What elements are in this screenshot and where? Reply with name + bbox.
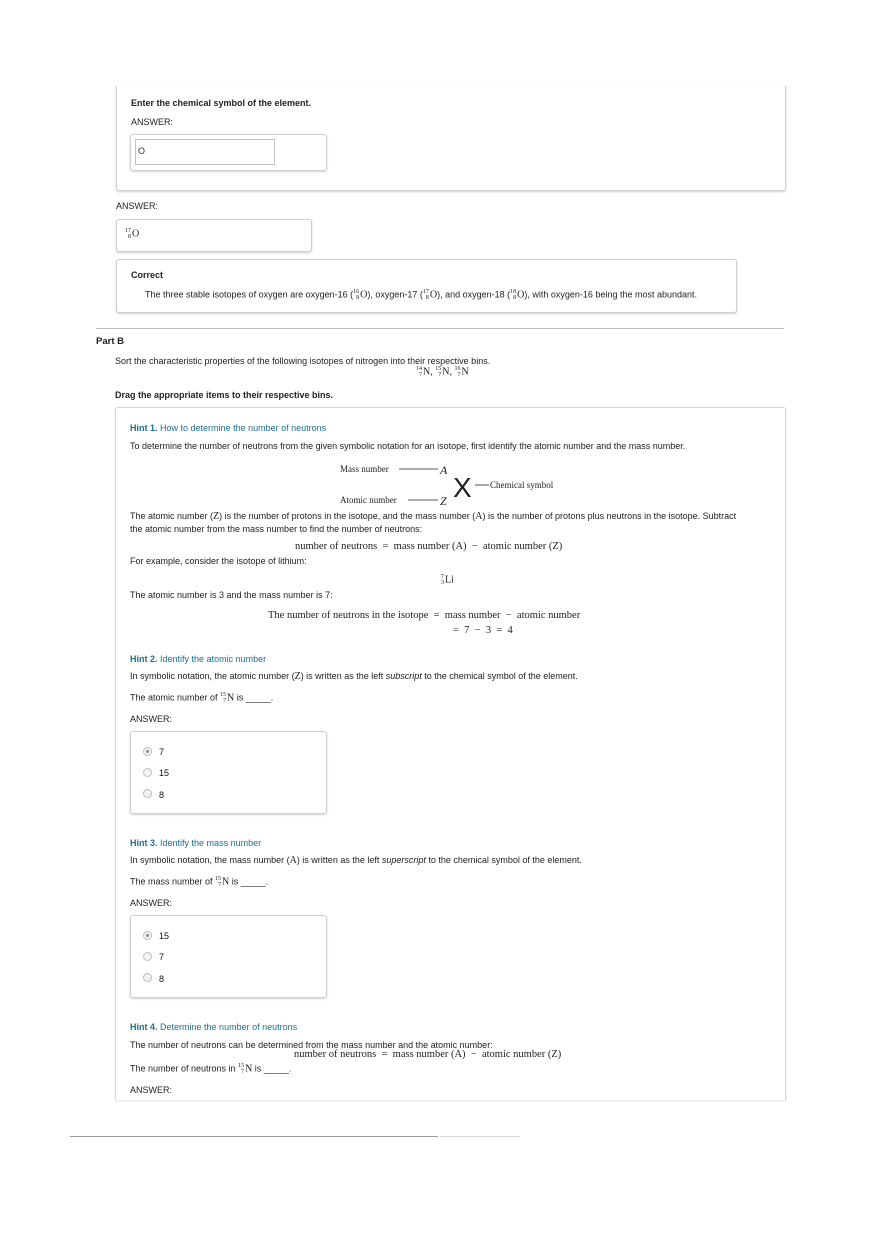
mass-number-label: Mass number: [340, 464, 389, 474]
hint-4-toggle[interactable]: Hint 4. Determine the number of neutrons: [130, 1022, 298, 1032]
isotope-answer-box: [116, 219, 312, 252]
footer-rule: [70, 1136, 438, 1137]
isotope-n14: 14 7 N,: [416, 366, 433, 378]
isotope-n15: 15 7 N,: [435, 366, 452, 378]
hint-1-explanation: The atomic number (Z) is the number of protons in the isotope, and the mass number (A) is the number of protons plus neutrons in the isotope. Subtract the atomic number from the mass number to find the number of neutrons:: [130, 511, 737, 534]
hint-3-options-box: [130, 915, 327, 998]
diagram-Z: Z: [440, 494, 447, 508]
part-divider: [96, 328, 784, 329]
drag-instruction: Drag the appropriate items to their respective bins.: [115, 390, 334, 400]
hint-3-text: In symbolic notation, the mass number (A) is written as the left superscript to the chemical symbol of the element.: [130, 855, 582, 866]
hint-4-answer-label: ANSWER:: [130, 1085, 173, 1095]
diagram-A: A: [440, 463, 448, 477]
answer-label-2: ANSWER:: [116, 201, 159, 211]
hint-3-option-3: 8: [159, 974, 165, 984]
neutron-calc-line-2: = 7 − 3 = 4: [453, 625, 513, 636]
footer-rule-faint: [440, 1136, 520, 1137]
part-b-title: Part B: [96, 336, 124, 347]
answer-label: ANSWER:: [131, 117, 174, 127]
hint-2-radio-3[interactable]: [143, 789, 152, 798]
feedback-title: Correct: [131, 270, 164, 280]
hint-3-radio-1[interactable]: [143, 931, 152, 940]
neutron-calc-line-1: The number of neutrons in the isotope = mass number − atomic number: [268, 610, 581, 621]
hint-3-radio-2[interactable]: [143, 952, 152, 961]
chemical-symbol-label: Chemical symbol: [490, 480, 554, 490]
lithium-example-intro: For example, consider the isotope of lithium:: [130, 556, 307, 566]
neutron-formula: number of neutrons = mass number (A) − atomic number (Z): [295, 541, 563, 552]
nitrogen-isotopes: [416, 366, 469, 378]
symbol-input-value: O: [138, 146, 146, 156]
hint-2-toggle[interactable]: Hint 2. Identify the atomic number: [130, 654, 267, 664]
element-symbol-instruction: Enter the chemical symbol of the element.: [131, 98, 312, 108]
answer-isotope: 17 8 O: [125, 228, 140, 240]
hint-2-radio-2[interactable]: [143, 768, 152, 777]
lithium-example-text: The atomic number is 3 and the mass number is 7:: [130, 590, 333, 600]
feedback-panel: [116, 259, 737, 313]
hint-4-formula: number of neutrons = mass number (A) − atomic number (Z): [294, 1049, 562, 1060]
hint-2-answer-label: ANSWER:: [130, 714, 173, 724]
hint-4-text: The number of neutrons can be determined from the mass number and the atomic number:: [130, 1040, 493, 1050]
atomic-number-label: Atomic number: [340, 495, 397, 505]
feedback-isotope-16: 16 8 O: [353, 289, 368, 301]
hint-3-toggle[interactable]: Hint 3. Identify the mass number: [130, 838, 262, 848]
hint-2-option-3: 8: [159, 790, 165, 800]
part-b-instruction: Sort the characteristic properties of the following isotopes of nitrogen into their respective bins.: [115, 356, 491, 366]
isotope-notation-diagram: [336, 458, 576, 510]
hint-2-question: The atomic number of 15 7 N is _____.: [130, 692, 274, 704]
lithium-isotope: 7 3 Li: [441, 574, 454, 586]
hint-2-option-2: 15: [159, 768, 170, 778]
isotope-n16: 16 7 N: [454, 366, 469, 378]
hint-4-question: The number of neutrons in 15 7 N is _____.: [130, 1063, 292, 1075]
hint-2-options-box: [130, 731, 327, 814]
diagram-X: X: [453, 472, 472, 503]
hint-3-question: The mass number of 15 7 N is _____.: [130, 876, 269, 888]
hint-1-toggle[interactable]: Hint 1. How to determine the number of neutrons: [130, 423, 327, 433]
feedback-isotope-17: 17 8 O: [422, 289, 438, 301]
symbol-input[interactable]: [135, 139, 275, 165]
hint-2-radio-1[interactable]: [143, 747, 152, 756]
feedback-isotope-18: 18 8 O: [510, 289, 525, 301]
hint-3-answer-label: ANSWER:: [130, 898, 173, 908]
hint-1-text: To determine the number of neutrons from the given symbolic notation for an isotope, first identify the atomic number and the mass number.: [130, 441, 686, 451]
hint-3-option-1: 15: [159, 931, 170, 941]
hint-2-text: In symbolic notation, the atomic number (Z) is written as the left subscript to the chemical symbol of the element.: [130, 671, 578, 682]
feedback-text: The three stable isotopes of oxygen are oxygen-16 ( 16 8 O), oxygen-17 ( 17 8 O), and oxygen-18 ( 18 8 O), with oxygen-16 being the most abundant.: [145, 289, 698, 301]
hint-3-radio-3[interactable]: [143, 973, 152, 982]
hint-2-option-1: 7: [159, 747, 165, 757]
hint-3-option-2: 7: [159, 952, 165, 962]
